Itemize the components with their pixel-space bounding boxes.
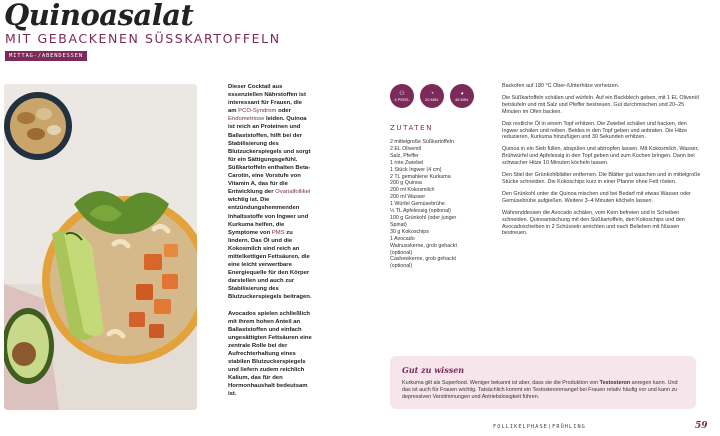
intro-paragraph-2: Avocados spielen schließlich mit ihrem hohen Anteil an Ballaststoffen und einfach ungesättigten Fettsäuren eine zentrale Rolle bei der Aufrechterhaltung eines stabilen Blutzuckerspiegels und liefern zudem reichlich Kalium, das für den Hormonhaushalt bedeutsam ist.	[228, 310, 312, 398]
ingredient-item: 1 Avocado	[390, 235, 415, 242]
instruction-step: Quinoa in ein Sieb füllen, abspülen und abtropfen lassen. Mit Kokosmilch, Wasser, Brühwürfel und Apfelessig in den Topf geben und zum Kochen bringen. Dann bei schwacher Hitze 10 Minuten köcheln lassen.	[502, 146, 699, 167]
instruction-step: Den Grünkohl unter die Quinoa mischen und bei Bedarf mit etwas Wasser oder Gemüsebrühe aufgießen. Weitere 3–4 Minuten köcheln lassen.	[502, 190, 691, 204]
ingredient-item: 1 rote Zwiebel	[390, 159, 424, 166]
ingredient-item: (optional)	[390, 249, 413, 256]
footer-section-label: FOLLIKELPHASE|FRÜHLING	[493, 424, 586, 430]
ingredients-list	[390, 139, 482, 270]
instructions	[502, 83, 702, 242]
tip-text: Kurkuma gilt als Superfood. Weniger bekannt ist aber, dass sie die Produktion von Testosteron anregen kann. Und das ist auch für Frauen wichtig. Tatsächlich kommt ein Testosteronmangel bei Frauen relativ häufig vor und kann zu depressiven Verstimmungen und Antriebslosigkeit führen.	[402, 380, 678, 401]
ingredient-item: 200 ml Wasser	[390, 194, 426, 201]
ingredients-heading: ZUTATEN	[390, 124, 434, 132]
ingredient-item: Walnusskerne, grob gehackt	[390, 242, 457, 249]
ingredient-item: 2 EL Olivenöl	[390, 145, 422, 152]
ingredient-item: 2 mittelgroße Süßkartoffeln	[390, 139, 454, 145]
term-pms[interactable]: PMS	[271, 229, 285, 236]
intro-text	[228, 83, 312, 407]
ingredient-item: Salz, Pfeffer	[390, 152, 419, 159]
ingredient-item: Cashewkerne, grob gehackt	[390, 256, 456, 263]
ingredient-item: (optional)	[390, 263, 413, 270]
category-badge: MITTAG-/ABENDESSEN	[5, 51, 87, 61]
instruction-step: Die Süßkartoffeln schälen und würfeln. Auf ein Backblech geben, mit 1 EL Olivenöl beträufeln und mit Salz und Pfeffer bestreuen. Gut durchmischen und 20–25 Minuten im Ofen backen.	[502, 94, 699, 115]
recipe-subtitle: MIT GEBACKENEN SÜSSKARTOFFELN	[5, 31, 281, 46]
term-endometriose[interactable]: Endometriose	[228, 116, 265, 123]
recipe-info-icons	[390, 84, 474, 108]
servings-icon: ⚇ 4 PERS.	[390, 84, 414, 108]
page-number: 59	[695, 421, 708, 431]
tip-highlight: Testosteron	[599, 380, 631, 386]
prep-time-icon: ◔ 20 MIN.	[420, 84, 444, 108]
term-ovarialfollikel[interactable]: Ovarialfollikel	[275, 189, 311, 196]
instruction-step: Das restliche Öl in einem Topf erhitzen. Die Zwiebel schälen und hacken, den Ingwer schälen und reiben. Beides in den Topf geben und anbraten. Die Hitze reduzieren, Kurkuma hinzufügen und 30 Sekunden erhitzen.	[502, 120, 688, 141]
ingredient-item: ½ TL Apfelessig (optional)	[390, 208, 451, 215]
ingredient-item: 200 g Quinoa	[390, 180, 422, 187]
ingredient-item: 30 g Kokoschips	[390, 228, 429, 235]
ingredient-item: Spinat)	[390, 221, 407, 228]
recipe-title: Quinoasalat	[4, 0, 194, 32]
term-pco[interactable]: PCO-Syndrom	[238, 108, 277, 115]
intro-paragraph-1: Dieser Cocktail aus essenziellen Nährstoffen ist interessant für Frauen, die am PCO-Syndrom oder Endometriose leiden. Quinoa ist reich an Proteinen und Ballaststoffen, hilft bei der Stabilisierung des Blutzuckerspiegels und sorgt für ein Sättigungsgefühl. Süßkartoffeln enthalten Beta-Carotin, eine Vorstufe von Vitamin A, das für die Entwicklung der Ovarialfollikel wichtig ist. Die entzündungshemmenden Inhaltsstoffe von Ingwer und Kurkuma helfen, die Symptome von PMS zu lindern. Das Öl und die Kokosmilch sind reich an mittelkettigen Fettsäuren, die eine leicht verwertbare Energiequelle für den Körper darstellen und auch zur Stabilisierung des Blutzuckerspiegels beitragen.	[228, 84, 312, 301]
ingredient-item: 200 ml Kokosmilch	[390, 187, 435, 194]
ingredient-item: 100 g Grünkohl (oder junger	[390, 214, 457, 221]
ingredient-item: 1 Würfel Gemüsebrühe	[390, 201, 445, 208]
instruction-step: Den Stiel der Grünkohlblätter entfernen. Die Blätter gut waschen und in mittelgroße Stücke schneiden. Die Kokoschips kurz in einer Pfanne ohne Fett rösten.	[502, 172, 701, 185]
tip-title: Gut zu wissen	[402, 365, 465, 375]
ingredient-item: 1 Stück Ingwer (4 cm)	[390, 166, 442, 173]
ingredient-item: 2 TL gemahlene Kurkuma	[390, 173, 451, 180]
recipe-photo	[4, 84, 197, 410]
instruction-step: Währenddessen die Avocado schälen, vom Kern befreien und in Scheiben schneiden. Quinoamischung mit den Süßkartoffeln, den Kokoschips und den Avocadoscheiben in 2 Schüsseln anrichten und nach Belieben mit Nüssen bestreuen.	[502, 209, 685, 237]
instruction-step: Backofen auf 180 °C Ober-/Unterhitze vorheizen.	[502, 83, 620, 89]
tip-box	[390, 356, 696, 409]
bake-time-icon: ◕ 45 MIN.	[450, 84, 474, 108]
